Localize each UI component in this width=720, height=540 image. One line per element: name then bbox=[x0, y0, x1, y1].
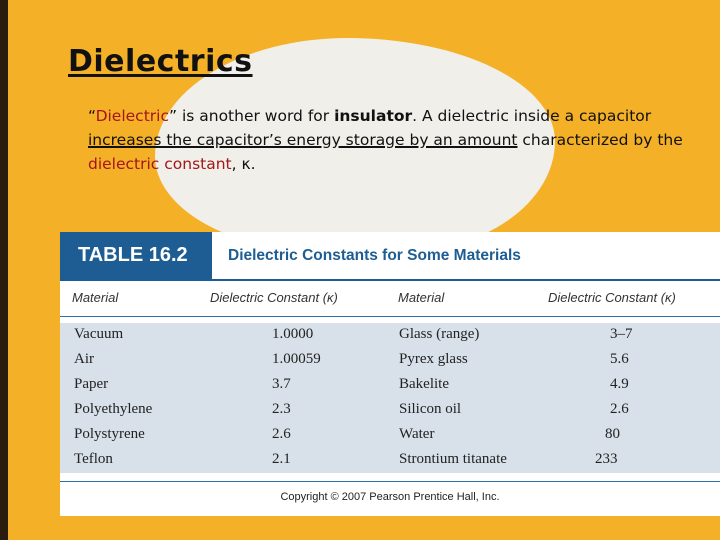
constant-cell: 4.9 bbox=[610, 376, 629, 392]
slide-title: Dielectrics bbox=[68, 44, 253, 79]
material-cell: Bakelite bbox=[399, 376, 449, 392]
constant-cell: 2.6 bbox=[272, 426, 291, 442]
para-text: , κ. bbox=[231, 155, 256, 173]
para-text: ” is another word for bbox=[168, 107, 335, 125]
material-cell: Air bbox=[74, 351, 94, 367]
constant-cell: 3.7 bbox=[272, 376, 291, 392]
table-row bbox=[60, 323, 720, 348]
constant-cell: 1.00059 bbox=[272, 351, 321, 367]
constant-cell: 2.3 bbox=[272, 401, 291, 417]
para-text: characterized by the bbox=[517, 131, 683, 149]
table-row bbox=[60, 448, 720, 473]
term-dielectric-constant: dielectric constant bbox=[88, 155, 232, 173]
term-insulator: insulator bbox=[334, 107, 413, 125]
constant-cell: 5.6 bbox=[610, 351, 629, 367]
copyright-notice: Copyright © 2007 Pearson Prentice Hall, Inc. bbox=[280, 491, 500, 503]
material-cell: Teflon bbox=[74, 451, 113, 467]
constant-cell: 2.1 bbox=[272, 451, 291, 467]
table-header-bar bbox=[60, 232, 720, 279]
material-cell: Polystyrene bbox=[74, 426, 145, 442]
col-header-material-2: Material bbox=[398, 290, 445, 305]
para-text: “ bbox=[88, 107, 96, 125]
table-row bbox=[60, 398, 720, 423]
para-text: . A dielectric inside a capacitor bbox=[412, 107, 652, 125]
material-cell: Glass (range) bbox=[399, 326, 480, 342]
material-cell: Strontium titanate bbox=[399, 451, 507, 467]
column-header-rule bbox=[60, 316, 720, 317]
header-rule bbox=[60, 279, 720, 281]
table-number: TABLE 16.2 bbox=[60, 232, 212, 279]
material-cell: Water bbox=[399, 426, 435, 442]
table-row bbox=[60, 373, 720, 398]
constant-cell: 2.6 bbox=[610, 401, 629, 417]
material-cell: Polyethylene bbox=[74, 401, 153, 417]
intro-paragraph bbox=[88, 104, 708, 176]
table-row bbox=[60, 348, 720, 373]
table-bottom-rule bbox=[60, 481, 720, 482]
constant-cell: 233 bbox=[595, 451, 618, 467]
underlined-phrase: increases the capacitor’s energy storage by an amount bbox=[88, 131, 518, 149]
left-accent-bar bbox=[0, 0, 8, 540]
dielectric-table bbox=[60, 232, 720, 516]
constant-cell: 1.0000 bbox=[272, 326, 314, 342]
constant-cell: 3–7 bbox=[610, 326, 633, 342]
material-cell: Pyrex glass bbox=[399, 351, 468, 367]
table-row bbox=[60, 423, 720, 448]
constant-cell: 80 bbox=[605, 426, 620, 442]
term-dielectric: Dielectric bbox=[95, 107, 169, 125]
col-header-material-1: Material bbox=[72, 290, 119, 305]
col-header-constant-2: Dielectric Constant (κ) bbox=[548, 290, 676, 305]
material-cell: Vacuum bbox=[74, 326, 124, 342]
table-body bbox=[60, 323, 720, 473]
material-cell: Paper bbox=[74, 376, 109, 392]
table-caption: Dielectric Constants for Some Materials bbox=[228, 246, 521, 264]
material-cell: Silicon oil bbox=[399, 401, 462, 417]
col-header-constant-1: Dielectric Constant (κ) bbox=[210, 290, 338, 305]
